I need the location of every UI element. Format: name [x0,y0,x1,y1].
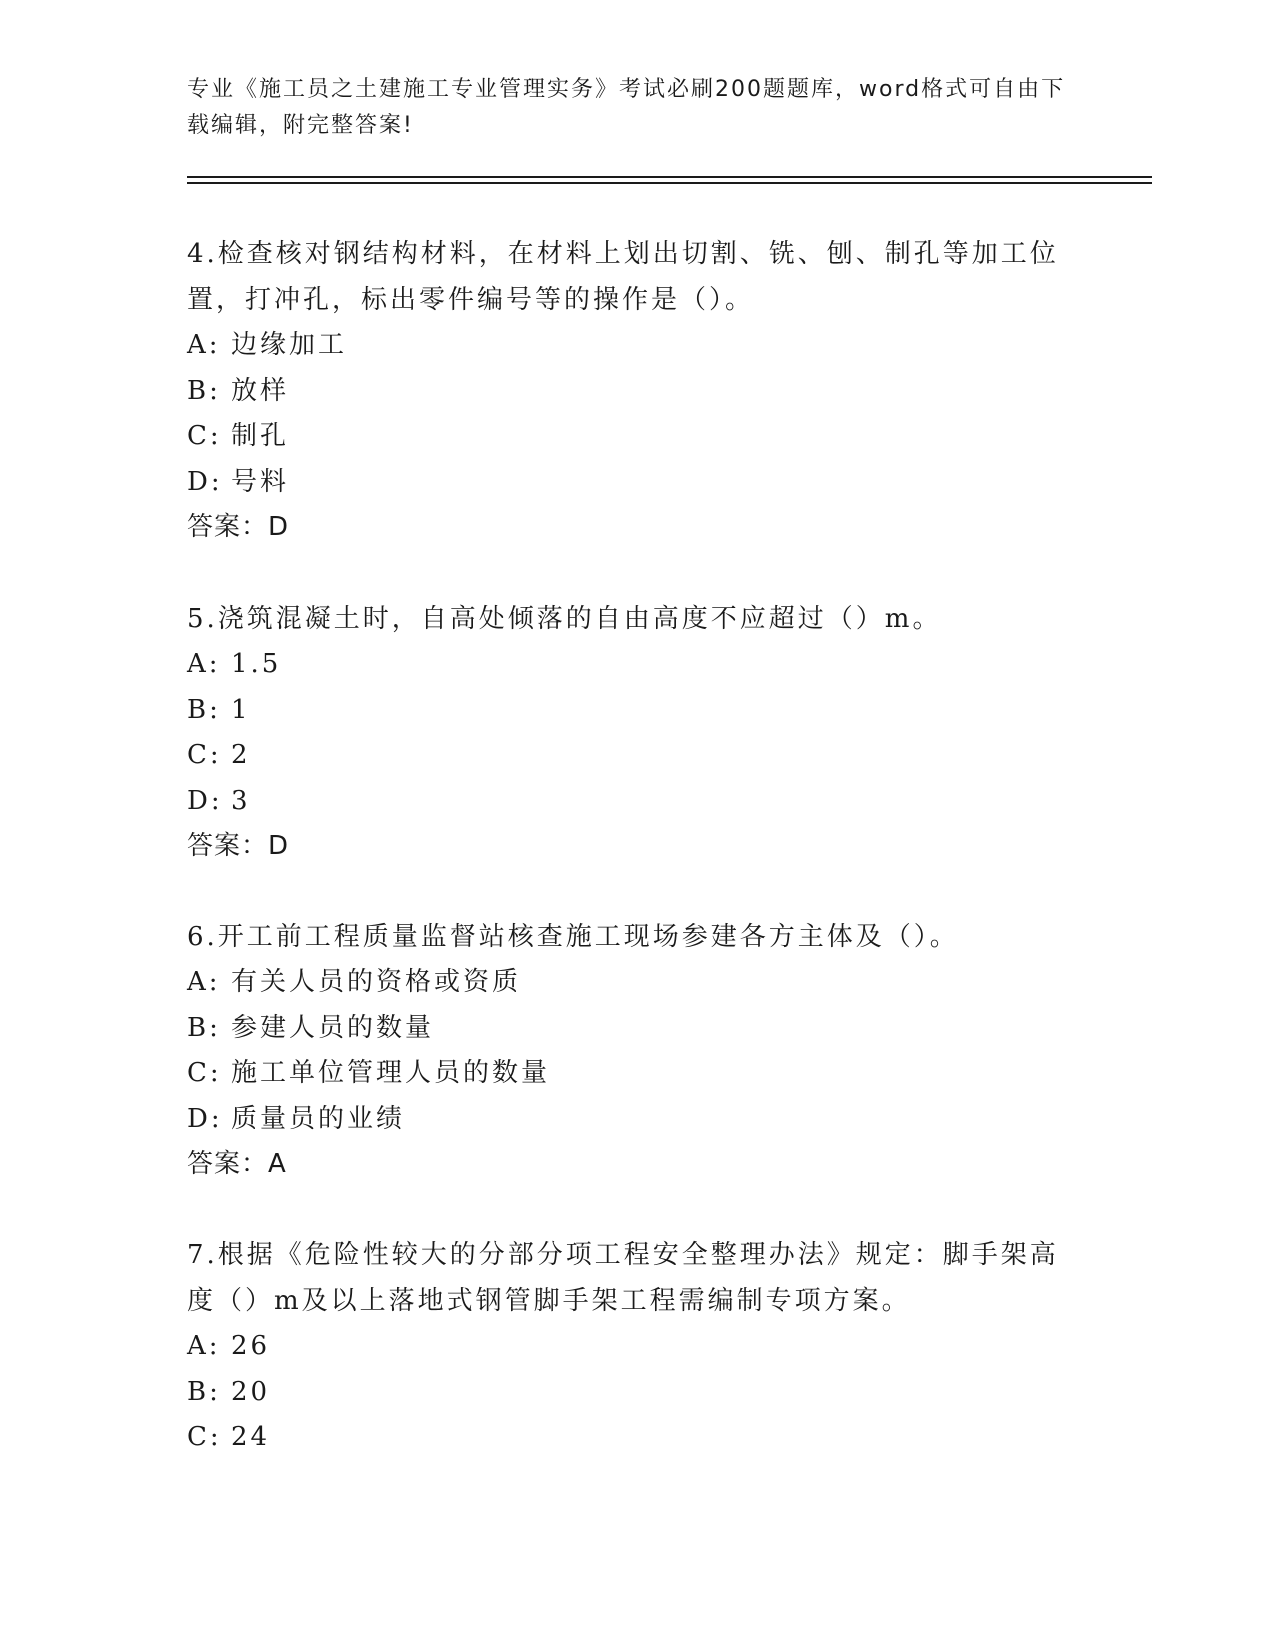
option-b [187,1370,1067,1416]
option-d [187,460,1067,506]
question-7 [187,1232,1067,1461]
option-key: C: [187,1058,222,1088]
option-text: 24 [231,1422,271,1452]
option-a [187,642,1067,688]
option-text: 26 [231,1331,271,1361]
option-key: A: [187,330,221,360]
option-text: 边缘加工 [231,330,348,360]
answer-line: 答案：D [187,831,290,861]
question-stem: 5.浇筑混凝土时，自高处倾落的自由高度不应超过（）m。 [187,604,942,634]
option-text: 号料 [231,466,290,497]
option-key: D: [187,466,223,497]
option-a [187,960,1067,1006]
option-key: A: [187,1331,221,1361]
option-text: 1 [231,694,251,725]
option-text: 2 [231,740,251,770]
option-key: D: [187,785,223,816]
option-text: 施工单位管理人员的数量 [231,1058,551,1088]
option-c [187,414,1067,460]
option-c [187,1415,1067,1461]
option-key: B: [187,1376,221,1407]
option-key: B: [187,694,221,725]
option-key: C: [187,1422,222,1452]
option-text: 1.5 [231,649,282,679]
option-text: 参建人员的数量 [231,1012,435,1043]
document-header: 专业《施工员之土建施工专业管理实务》考试必刷200题题库，word格式可自由下载编辑，附完整答案! [187,77,1066,138]
question-stem: 6.开工前工程质量监督站核查施工现场参建各方主体及（）。 [187,922,959,952]
option-text: 3 [231,785,251,816]
option-c [187,1051,1067,1097]
option-key: A: [187,967,221,997]
option-key: C: [187,421,222,451]
option-b [187,369,1067,415]
option-key: B: [187,1012,221,1043]
question-4 [187,231,1067,551]
option-key: C: [187,740,222,770]
option-d [187,779,1067,825]
option-b [187,688,1067,734]
header-divider-bottom [187,182,1152,184]
option-b [187,1006,1067,1052]
option-key: A: [187,649,221,679]
option-a [187,323,1067,369]
option-text: 制孔 [231,421,290,451]
question-5 [187,596,1067,870]
option-a [187,1324,1067,1370]
option-d [187,1097,1067,1143]
question-stem: 7.根据《危险性较大的分部分项工程安全整理办法》规定：脚手架高度（）m及以上落地式钢管脚手架工程需编制专项方案。 [187,1240,1059,1316]
question-6 [187,914,1067,1188]
option-key: D: [187,1103,223,1134]
option-text: 放样 [231,375,290,406]
option-c [187,733,1067,779]
option-text: 质量员的业绩 [231,1103,406,1134]
option-text: 20 [231,1376,271,1407]
answer-line: 答案：A [187,1149,287,1179]
option-key: B: [187,375,221,406]
question-stem: 4.检查核对钢结构材料，在材料上划出切割、铣、刨、制孔等加工位置，打冲孔，标出零件编号等的操作是（）。 [187,239,1059,315]
header-divider-top [187,176,1152,178]
answer-line: 答案：D [187,512,290,542]
option-text: 有关人员的资格或资质 [231,967,522,997]
